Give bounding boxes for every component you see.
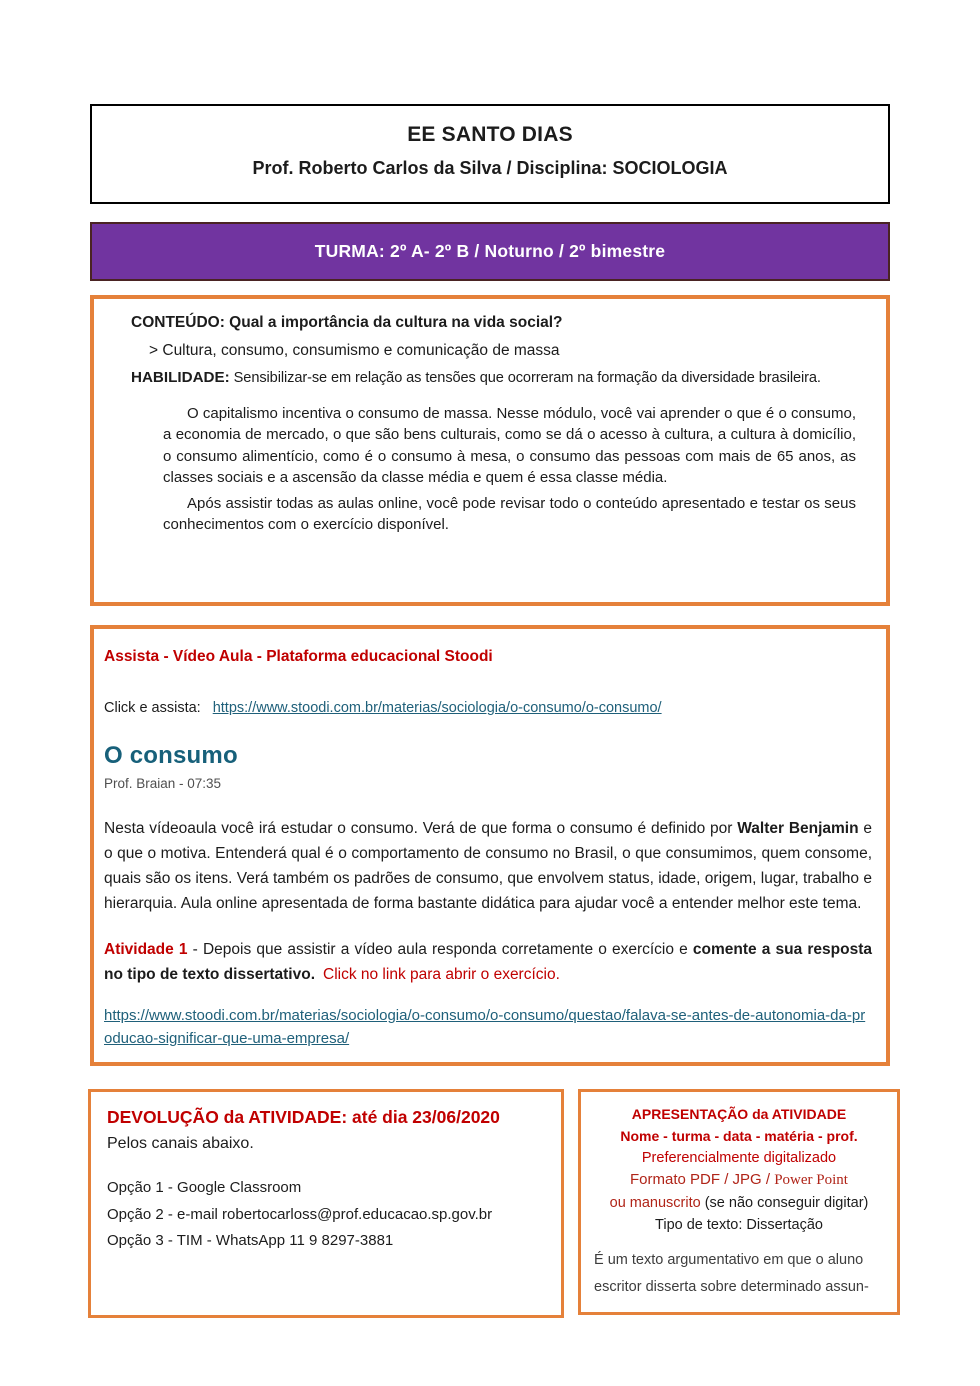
conteudo-heading: [131, 312, 866, 334]
intro-paragraph-1: O capitalismo incentiva o consumo de massa. Nesse módulo, você vai aprender o que é o consumo, a economia de mercado, o que são bens culturais, como se dá o acesso à cultura, a cultura à domicílio, o consumo alimentício, como é o consumo à mesa, o consumo das pessoas com mais de 65 anos, as classes sociais e a ascensão da classe média e quem é essa classe média.: [163, 404, 856, 486]
presentation-format-line: [594, 1169, 884, 1191]
option-google-classroom: Opção 1 - Google Classroom: [107, 1179, 302, 1196]
habilidade-label: HABILIDADE:: [131, 369, 230, 386]
class-banner-text: TURMA: 2º A- 2º B / Noturno / 2º bimestre: [314, 241, 666, 261]
topic-text: Cultura, consumo, consumismo e comunicação de massa: [158, 341, 560, 359]
class-banner: [90, 222, 890, 281]
topic-marker: >: [149, 341, 159, 359]
manuscript-red: ou manuscrito: [609, 1195, 701, 1211]
description-pre: Nesta vídeoaula você irá estudar o consumo. Verá de que forma o consumo é definido por: [104, 820, 738, 837]
activity-click-hint: Click no link para abrir o exercício.: [323, 966, 560, 983]
click-label: Click e assista:: [104, 700, 201, 716]
video-title: O consumo: [104, 742, 238, 769]
option-email: Opção 2 - e-mail robertocarloss@prof.educacao.sp.gov.br: [107, 1205, 493, 1223]
devolution-subheading: Pelos canais abaixo.: [107, 1135, 254, 1152]
format-powerpoint: Power Point: [774, 1172, 848, 1188]
content-box: [90, 295, 890, 606]
click-and-watch-line: [104, 696, 872, 721]
activity-bold: comente a sua resposta no tipo de texto dissertativo.: [104, 941, 872, 983]
presentation-digitalized-note: Preferencialmente digitalizado: [641, 1150, 837, 1166]
topic-line: [131, 340, 866, 362]
video-description: [104, 816, 872, 916]
manuscript-black: (se não conseguir digitar): [700, 1195, 869, 1211]
activity-label: Atividade 1: [104, 941, 188, 958]
option-whatsapp: Opção 3 - TIM - WhatsApp 11 9 8297-3881: [107, 1232, 394, 1249]
video-lesson-link[interactable]: https://www.stoodi.com.br/materias/sociologia/o-consumo/o-consumo/: [212, 700, 662, 716]
presentation-manuscript-line: [594, 1191, 884, 1214]
habilidade-line: [131, 367, 866, 390]
devolution-heading: DEVOLUÇÃO da ATIVIDADE: até dia 23/06/2020: [107, 1107, 500, 1127]
intro-paragraph-2: Após assistir todas as aulas online, você pode revisar todo o conteúdo apresentado e testar os seus conhecimentos com o exercício disponível.: [163, 494, 856, 533]
text-type-line: Tipo de texto: Dissertação: [655, 1217, 823, 1233]
school-header-box: [90, 104, 890, 204]
conteudo-label: CONTEÚDO:: [131, 314, 225, 331]
video-section-heading: Assista - Vídeo Aula - Plataforma educacional Stoodi: [104, 648, 493, 665]
video-lesson-box: [90, 625, 890, 1066]
exercise-link[interactable]: https://www.stoodi.com.br/materias/sociologia/o-consumo/o-consumo/questao/falava-se-antes-de-autonomia-da-producao-significar-que-uma-empresa/: [104, 1007, 866, 1047]
school-name: EE SANTO DIAS: [407, 123, 573, 146]
presentation-required-fields: Nome - turma - data - matéria - prof.: [620, 1128, 858, 1144]
devolution-options: [107, 1175, 545, 1255]
format-sans: Formato PDF / JPG /: [630, 1171, 775, 1188]
conteudo-question: Qual a importância da cultura na vida social?: [224, 314, 563, 331]
presentation-box: [578, 1089, 900, 1315]
dissertation-definition: É um texto argumentativo em que o aluno escritor disserta sobre determinado assun-: [594, 1252, 869, 1295]
activity-instructions: [104, 937, 872, 987]
description-bold-name: Walter Benjamin: [737, 820, 859, 837]
description-post: e o que o motiva. Entenderá qual é o comportamento de consumo no Brasil, o que consumimos, quem consome, quais são os itens. Verá também os padrões de consumo, que envolvem status, idade, origem, lugar, trabalho e hierarquia. Aula online apresentada de forma bastante didática para ajudar você a entender melhor este tema.: [104, 820, 873, 912]
devolution-box: [88, 1089, 564, 1318]
teacher-discipline-line: Prof. Roberto Carlos da Silva / Disciplina: SOCIOLOGIA: [252, 158, 728, 178]
activity-pre: - Depois que assistir a vídeo aula responda corretamente o exercício e: [187, 941, 693, 958]
habilidade-text: Sensibilizar-se em relação as tensões que ocorreram na formação da diversidade brasileira.: [229, 370, 821, 386]
presentation-heading: APRESENTAÇÃO da ATIVIDADE: [631, 1106, 847, 1122]
video-meta: Prof. Braian - 07:35: [104, 776, 222, 791]
